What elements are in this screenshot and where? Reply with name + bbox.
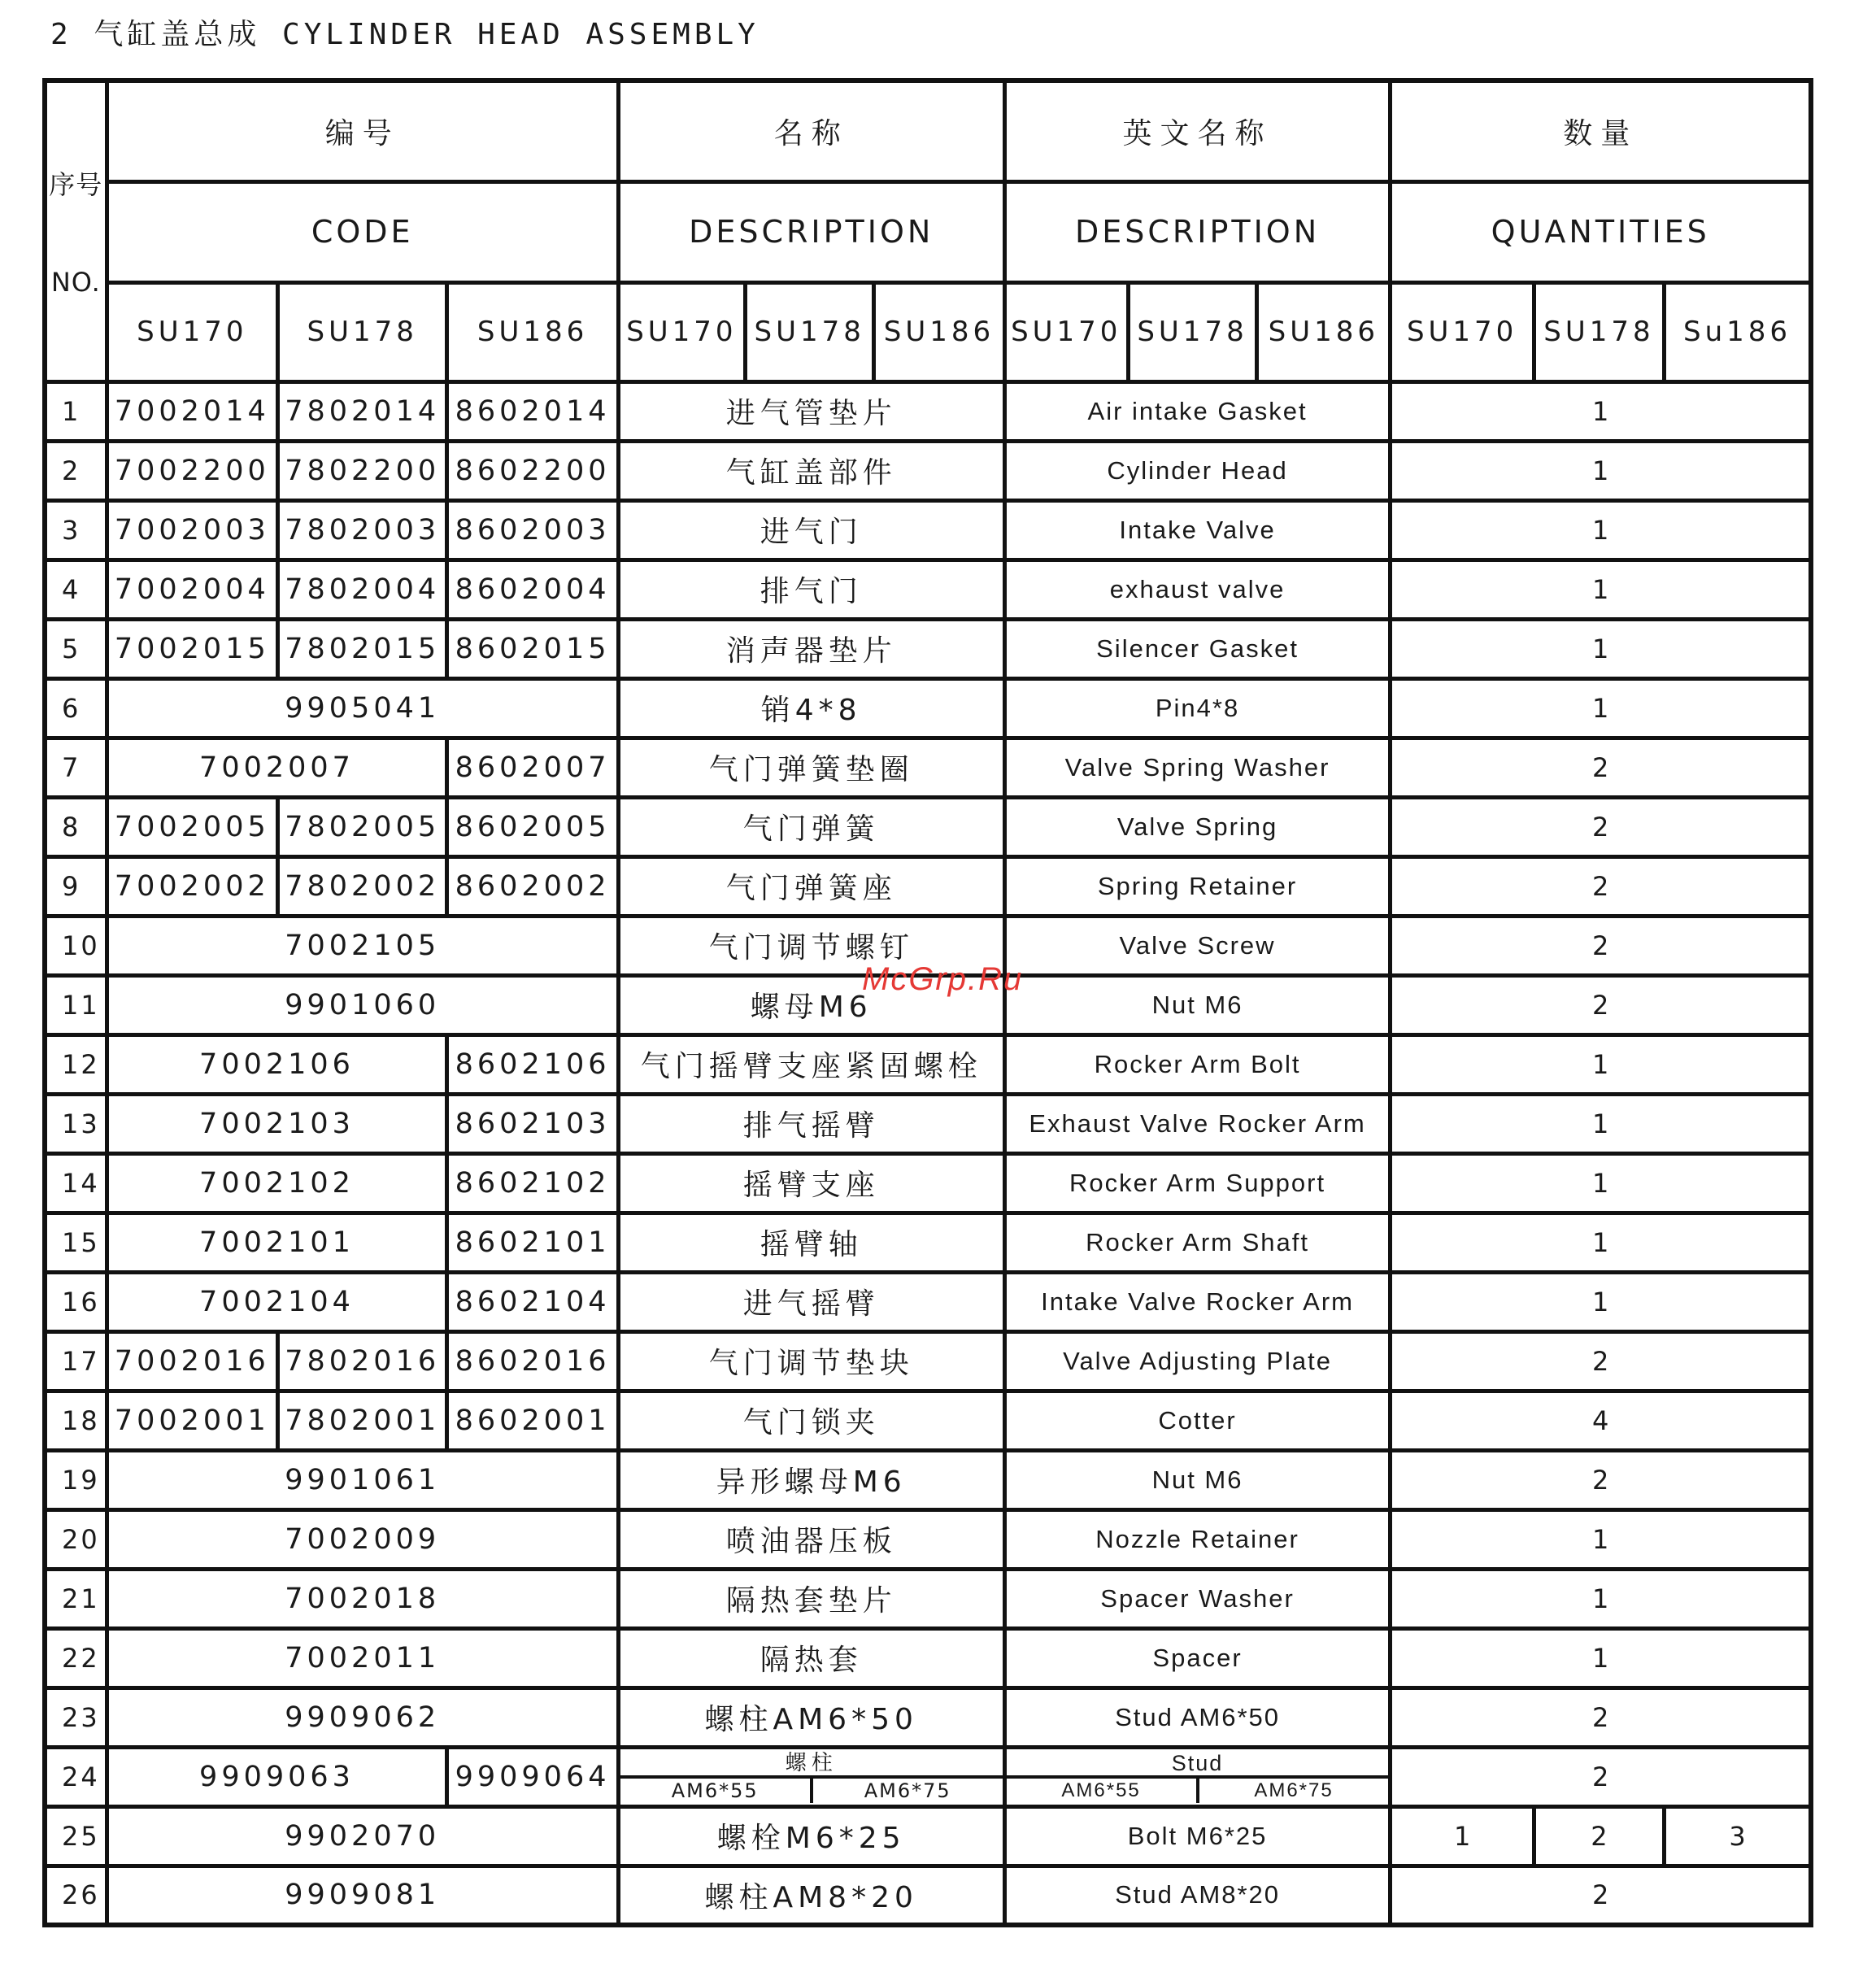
english-name: exhaust valve xyxy=(1004,560,1391,619)
row-number: 25 xyxy=(45,1806,107,1866)
english-name-variant: AM6*75 xyxy=(1254,1779,1334,1801)
chinese-name: 气门弹簧 xyxy=(618,797,1004,856)
row-number: 20 xyxy=(45,1509,107,1569)
part-code: 9905041 xyxy=(107,678,618,738)
table-row xyxy=(45,1687,1811,1747)
table-row xyxy=(45,1391,1811,1450)
row-number: 26 xyxy=(45,1866,107,1925)
english-name: Valve Screw xyxy=(1004,916,1391,975)
table-row xyxy=(45,619,1811,678)
part-code: 7002106 xyxy=(107,1034,447,1094)
row-number: 11 xyxy=(45,975,107,1034)
quantity: 1 xyxy=(1391,1034,1811,1094)
watermark: McGrp.Ru xyxy=(862,961,1024,997)
qty-model-su178: SU178 xyxy=(1534,282,1664,381)
row-number: 15 xyxy=(45,1213,107,1272)
qty-header-en: QUANTITIES xyxy=(1391,181,1811,282)
chinese-name: 摇臂支座 xyxy=(618,1153,1004,1213)
eng-model-su170: SU170 xyxy=(1004,282,1128,381)
table-row xyxy=(45,1866,1811,1925)
quantity: 2 xyxy=(1534,1806,1664,1866)
table-row xyxy=(45,856,1811,916)
part-code: 9902070 xyxy=(107,1806,618,1866)
table-row xyxy=(45,1153,1811,1213)
part-code: 7002103 xyxy=(107,1094,447,1153)
row-number: 18 xyxy=(45,1391,107,1450)
quantity: 1 xyxy=(1391,441,1811,500)
row-number: 3 xyxy=(45,500,107,560)
part-code: 7802003 xyxy=(278,500,447,560)
english-name: Rocker Arm Bolt xyxy=(1004,1034,1391,1094)
no-header xyxy=(45,81,107,381)
chinese-name: 进气管垫片 xyxy=(618,381,1004,441)
part-code: 7802016 xyxy=(278,1331,447,1391)
english-name: Spacer xyxy=(1004,1628,1391,1687)
english-name: Rocker Arm Support xyxy=(1004,1153,1391,1213)
part-code: 8602015 xyxy=(447,619,618,678)
row-number: 19 xyxy=(45,1450,107,1509)
english-name: Pin4*8 xyxy=(1004,678,1391,738)
part-code: 7002200 xyxy=(107,441,277,500)
chinese-name-variant: AM6*55 xyxy=(620,1779,813,1803)
english-name: Air intake Gasket xyxy=(1004,381,1391,441)
english-name: Rocker Arm Shaft xyxy=(1004,1213,1391,1272)
table-row xyxy=(45,1331,1811,1391)
english-name: Nut M6 xyxy=(1004,1450,1391,1509)
header-row-en xyxy=(45,181,1811,282)
part-code: 7802014 xyxy=(278,381,447,441)
part-code: 8602004 xyxy=(447,560,618,619)
row-number: 9 xyxy=(45,856,107,916)
english-name: Stud AM6*50 xyxy=(1004,1687,1391,1747)
qty-model-su186: Su186 xyxy=(1665,282,1811,381)
chinese-name: 气门调节螺钉 xyxy=(618,916,1004,975)
row-number: 6 xyxy=(45,678,107,738)
part-code: 7002104 xyxy=(107,1272,447,1331)
table-row xyxy=(45,1034,1811,1094)
quantity: 2 xyxy=(1391,916,1811,975)
part-code: 7802002 xyxy=(278,856,447,916)
quantity: 2 xyxy=(1391,1331,1811,1391)
english-name: Nozzle Retainer xyxy=(1004,1509,1391,1569)
row-number: 14 xyxy=(45,1153,107,1213)
quantity: 1 xyxy=(1391,1569,1811,1628)
quantity: 1 xyxy=(1391,1094,1811,1153)
table-row xyxy=(45,1628,1811,1687)
chinese-name: 螺柱AM6*50 xyxy=(618,1687,1004,1747)
english-name: Valve Adjusting Plate xyxy=(1004,1331,1391,1391)
english-name: Bolt M6*25 xyxy=(1004,1806,1391,1866)
english-name: Stud xyxy=(1007,1751,1389,1779)
english-name: Stud AM8*20 xyxy=(1004,1866,1391,1925)
quantity: 2 xyxy=(1391,738,1811,797)
english-name: Cotter xyxy=(1004,1391,1391,1450)
row-number: 23 xyxy=(45,1687,107,1747)
chinese-name: 排气门 xyxy=(618,560,1004,619)
part-code: 7002001 xyxy=(107,1391,277,1450)
part-code: 7802004 xyxy=(278,560,447,619)
english-name-variants xyxy=(1007,1779,1389,1803)
part-code: 8602005 xyxy=(447,797,618,856)
code-model-su170: SU170 xyxy=(107,282,277,381)
part-code: 7002015 xyxy=(107,619,277,678)
part-code: 7002102 xyxy=(107,1153,447,1213)
no-header-en: NO. xyxy=(50,267,101,298)
part-code: 7002105 xyxy=(107,916,618,975)
eng-name-header-cn: 英文名称 xyxy=(1004,81,1391,181)
header-row-cn xyxy=(45,81,1811,181)
chinese-name: 螺柱 xyxy=(620,1751,1003,1779)
table-row xyxy=(45,1509,1811,1569)
row-number: 16 xyxy=(45,1272,107,1331)
table-row xyxy=(45,1272,1811,1331)
part-code: 8602003 xyxy=(447,500,618,560)
part-code: 8602002 xyxy=(447,856,618,916)
table-row xyxy=(45,1569,1811,1628)
chinese-name: 排气摇臂 xyxy=(618,1094,1004,1153)
part-code: 8602001 xyxy=(447,1391,618,1450)
chinese-name: 进气摇臂 xyxy=(618,1272,1004,1331)
row-number: 2 xyxy=(45,441,107,500)
english-name: Valve Spring xyxy=(1004,797,1391,856)
part-code: 9909064 xyxy=(447,1747,618,1806)
quantity: 3 xyxy=(1665,1806,1811,1866)
part-code: 8602106 xyxy=(447,1034,618,1094)
chinese-name: 气门摇臂支座紧固螺栓 xyxy=(618,1034,1004,1094)
eng-model-su178: SU178 xyxy=(1128,282,1256,381)
chinese-name: 气门锁夹 xyxy=(618,1391,1004,1450)
chinese-name-variants xyxy=(620,1779,1003,1803)
code-model-su186: SU186 xyxy=(447,282,618,381)
english-name-cell xyxy=(1004,1747,1391,1806)
part-code: 8602104 xyxy=(447,1272,618,1331)
quantity: 2 xyxy=(1391,1450,1811,1509)
quantity: 1 xyxy=(1391,678,1811,738)
part-code: 8602014 xyxy=(447,381,618,441)
chinese-name: 进气门 xyxy=(618,500,1004,560)
chinese-name: 异形螺母M6 xyxy=(618,1450,1004,1509)
part-code: 8602102 xyxy=(447,1153,618,1213)
code-model-su178: SU178 xyxy=(278,282,447,381)
name-model-su178: SU178 xyxy=(746,282,874,381)
quantity: 2 xyxy=(1391,797,1811,856)
header-row-models xyxy=(45,282,1811,381)
table-row xyxy=(45,441,1811,500)
quantity: 1 xyxy=(1391,619,1811,678)
quantity: 1 xyxy=(1391,1213,1811,1272)
qty-header-cn: 数量 xyxy=(1391,81,1811,181)
chinese-name: 螺母M6 xyxy=(618,975,1004,1034)
quantity: 1 xyxy=(1391,1806,1534,1866)
part-code: 7002004 xyxy=(107,560,277,619)
chinese-name: 隔热套 xyxy=(618,1628,1004,1687)
english-name: Cylinder Head xyxy=(1004,441,1391,500)
part-code: 7002014 xyxy=(107,381,277,441)
part-code: 8602007 xyxy=(447,738,618,797)
row-number: 10 xyxy=(45,916,107,975)
table-row xyxy=(45,560,1811,619)
quantity: 1 xyxy=(1391,1509,1811,1569)
english-name: Exhaust Valve Rocker Arm xyxy=(1004,1094,1391,1153)
row-number: 21 xyxy=(45,1569,107,1628)
name-header-en: DESCRIPTION xyxy=(618,181,1004,282)
quantity: 2 xyxy=(1391,1687,1811,1747)
chinese-name: 销4*8 xyxy=(618,678,1004,738)
name-model-su170: SU170 xyxy=(618,282,745,381)
row-number: 22 xyxy=(45,1628,107,1687)
part-code: 7802200 xyxy=(278,441,447,500)
quantity: 2 xyxy=(1391,1747,1811,1806)
part-code: 9901060 xyxy=(107,975,618,1034)
part-code: 7802001 xyxy=(278,1391,447,1450)
part-code: 8602016 xyxy=(447,1331,618,1391)
chinese-name: 摇臂轴 xyxy=(618,1213,1004,1272)
chinese-name-cell xyxy=(618,1747,1004,1806)
table-row xyxy=(45,381,1811,441)
part-code: 9909063 xyxy=(107,1747,447,1806)
chinese-name-variant: AM6*75 xyxy=(864,1779,951,1802)
part-code: 9901061 xyxy=(107,1450,618,1509)
quantity: 1 xyxy=(1391,381,1811,441)
name-header-cn: 名称 xyxy=(618,81,1004,181)
quantity: 4 xyxy=(1391,1391,1811,1450)
english-name: Intake Valve Rocker Arm xyxy=(1004,1272,1391,1331)
row-number: 1 xyxy=(45,381,107,441)
part-code: 9909081 xyxy=(107,1866,618,1925)
chinese-name: 气门弹簧垫圈 xyxy=(618,738,1004,797)
part-code: 7002005 xyxy=(107,797,277,856)
table-row xyxy=(45,500,1811,560)
table-row xyxy=(45,678,1811,738)
eng-model-su186: SU186 xyxy=(1257,282,1391,381)
table-row xyxy=(45,1450,1811,1509)
row-number: 13 xyxy=(45,1094,107,1153)
chinese-name: 气门弹簧座 xyxy=(618,856,1004,916)
part-code: 8602200 xyxy=(447,441,618,500)
quantity: 1 xyxy=(1391,1153,1811,1213)
row-number: 24 xyxy=(45,1747,107,1806)
quantity: 1 xyxy=(1391,1628,1811,1687)
part-code: 7002016 xyxy=(107,1331,277,1391)
quantity: 1 xyxy=(1391,500,1811,560)
parts-table xyxy=(42,78,1813,1927)
code-header-en: CODE xyxy=(107,181,618,282)
row-number: 17 xyxy=(45,1331,107,1391)
english-name-variant: AM6*55 xyxy=(1007,1779,1199,1803)
qty-model-su170: SU170 xyxy=(1391,282,1534,381)
no-header-cn: 序号 xyxy=(49,169,103,201)
english-name: Silencer Gasket xyxy=(1004,619,1391,678)
part-code: 7002011 xyxy=(107,1628,618,1687)
row-number: 5 xyxy=(45,619,107,678)
table-row xyxy=(45,738,1811,797)
quantity: 1 xyxy=(1391,560,1811,619)
eng-name-header-en: DESCRIPTION xyxy=(1004,181,1391,282)
part-code: 7802005 xyxy=(278,797,447,856)
english-name: Spacer Washer xyxy=(1004,1569,1391,1628)
chinese-name: 消声器垫片 xyxy=(618,619,1004,678)
chinese-name: 气缸盖部件 xyxy=(618,441,1004,500)
quantity: 2 xyxy=(1391,975,1811,1034)
row-number: 4 xyxy=(45,560,107,619)
row-number: 7 xyxy=(45,738,107,797)
chinese-name: 喷油器压板 xyxy=(618,1509,1004,1569)
chinese-name: 螺柱AM8*20 xyxy=(618,1866,1004,1925)
table-row xyxy=(45,1806,1811,1866)
part-code: 7802015 xyxy=(278,619,447,678)
part-code: 7002003 xyxy=(107,500,277,560)
table-row xyxy=(45,1094,1811,1153)
quantity: 2 xyxy=(1391,856,1811,916)
page-title: 2 气缸盖总成 CYLINDER HEAD ASSEMBLY xyxy=(50,18,760,51)
table-row xyxy=(45,1213,1811,1272)
english-name: Spring Retainer xyxy=(1004,856,1391,916)
table-row xyxy=(45,1747,1811,1806)
part-code: 7002018 xyxy=(107,1569,618,1628)
chinese-name: 隔热套垫片 xyxy=(618,1569,1004,1628)
english-name: Valve Spring Washer xyxy=(1004,738,1391,797)
part-code: 7002007 xyxy=(107,738,447,797)
part-code: 7002009 xyxy=(107,1509,618,1569)
name-model-su186: SU186 xyxy=(874,282,1004,381)
part-code: 7002101 xyxy=(107,1213,447,1272)
english-name: Nut M6 xyxy=(1004,975,1391,1034)
chinese-name: 气门调节垫块 xyxy=(618,1331,1004,1391)
row-number: 8 xyxy=(45,797,107,856)
table-row xyxy=(45,797,1811,856)
part-code: 8602101 xyxy=(447,1213,618,1272)
part-code: 8602103 xyxy=(447,1094,618,1153)
part-code: 9909062 xyxy=(107,1687,618,1747)
english-name: Intake Valve xyxy=(1004,500,1391,560)
quantity: 2 xyxy=(1391,1866,1811,1925)
chinese-name: 螺栓M6*25 xyxy=(618,1806,1004,1866)
quantity: 1 xyxy=(1391,1272,1811,1331)
code-header-cn: 编号 xyxy=(107,81,618,181)
row-number: 12 xyxy=(45,1034,107,1094)
part-code: 7002002 xyxy=(107,856,277,916)
